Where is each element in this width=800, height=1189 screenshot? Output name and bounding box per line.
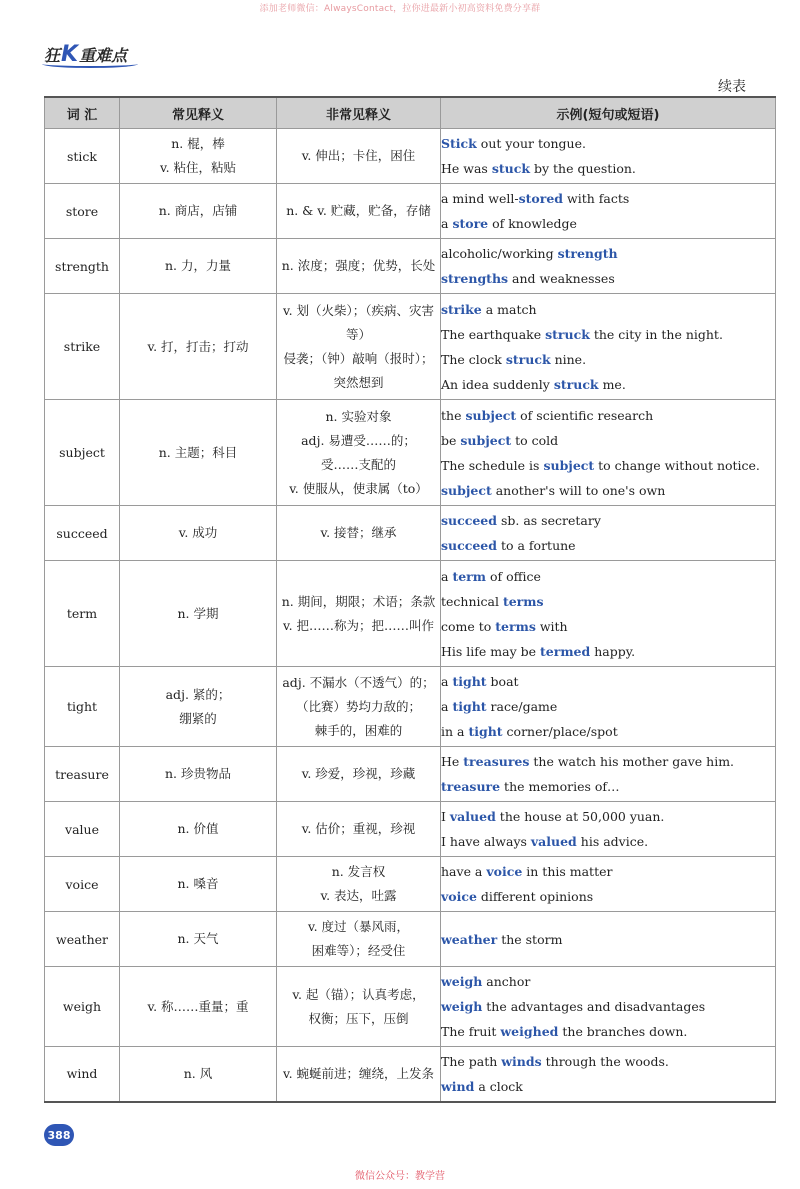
uncommon-meaning-line: n. 浓度；强度；优势，长处	[281, 258, 436, 273]
uncommon-meaning-line: 权衡；压下，压倒	[308, 1010, 409, 1026]
example-sentence	[441, 186, 775, 211]
examples-cell	[441, 239, 776, 294]
table-row	[45, 129, 776, 184]
keyword-highlight: strike	[441, 301, 482, 317]
common-meaning-cell	[120, 857, 277, 912]
example-sentence	[441, 372, 775, 397]
example-text: another's will to one's own	[491, 482, 666, 498]
table-row	[45, 506, 776, 561]
example-sentence	[441, 403, 775, 428]
example-sentence	[441, 614, 775, 639]
example-sentence	[441, 266, 775, 291]
example-sentence	[441, 508, 775, 533]
uncommon-meaning-cell	[277, 129, 441, 184]
common-meaning-line: n. 棍，棒	[171, 136, 225, 151]
example-text: corner/place/spot	[502, 724, 618, 739]
keyword-highlight: tight	[468, 724, 503, 739]
example-text: His life may be	[441, 643, 540, 659]
uncommon-meaning-line: v. 把……称为；把……叫作	[282, 617, 435, 633]
uncommon-meaning-line: （比赛）势均力敌的；	[295, 698, 421, 714]
common-meaning-line: v. 粘住，粘贴	[159, 160, 237, 175]
common-meaning-cell	[120, 967, 277, 1047]
examples-cell	[441, 747, 776, 802]
example-text: a	[441, 568, 453, 584]
keyword-highlight: weigh	[441, 999, 483, 1014]
uncommon-meaning-cell	[277, 967, 441, 1047]
example-text: different opinions	[476, 889, 594, 904]
uncommon-meaning-line: n. 实验对象	[325, 408, 392, 424]
example-sentence	[441, 994, 775, 1019]
common-meaning-line: v. 称……重量；重	[147, 998, 249, 1014]
uncommon-meaning-line: v. 珍爱，珍视，珍藏	[301, 766, 416, 781]
keyword-highlight: wind	[441, 1078, 475, 1094]
example-text: the advantages and disadvantages	[482, 999, 706, 1014]
table-row	[45, 967, 776, 1047]
keyword-highlight: treasure	[441, 779, 501, 794]
example-text: to cold	[511, 432, 559, 448]
table-row	[45, 561, 776, 667]
vocab-word: tight	[45, 667, 120, 747]
examples-cell	[441, 184, 776, 239]
example-text: of knowledge	[488, 216, 577, 231]
example-sentence	[441, 969, 775, 994]
example-sentence	[441, 211, 775, 236]
vocab-word: term	[45, 561, 120, 667]
keyword-highlight: succeed	[441, 538, 497, 553]
example-sentence	[441, 297, 775, 322]
example-sentence	[441, 428, 775, 453]
vocab-word: subject	[45, 400, 120, 506]
example-text: of office	[485, 568, 541, 584]
series-logo	[44, 42, 127, 66]
keyword-highlight: subject	[460, 432, 512, 448]
vocab-word: wind	[45, 1047, 120, 1102]
example-sentence	[441, 639, 775, 664]
example-text: with facts	[563, 191, 630, 206]
continued-label: 续表	[718, 79, 746, 95]
example-text: technical	[441, 593, 503, 609]
example-text: and weaknesses	[508, 271, 615, 286]
keyword-highlight: subject	[441, 482, 492, 498]
keyword-highlight: strengths	[441, 271, 509, 286]
common-meaning-line: n. 价值	[177, 821, 219, 836]
example-text: alcoholic/working	[441, 246, 558, 261]
page-number-badge: 388	[44, 1124, 74, 1146]
keyword-highlight: Stick	[441, 136, 477, 151]
example-text: to a fortune	[497, 538, 576, 553]
header-uncommon-meaning: 非常见释义	[277, 97, 441, 129]
uncommon-meaning-line: n. & v. 贮藏，贮备，存储	[286, 203, 431, 218]
example-text: a	[441, 216, 453, 231]
example-sentence	[441, 533, 775, 558]
uncommon-meaning-cell	[277, 802, 441, 857]
keyword-highlight: weighed	[500, 1024, 559, 1039]
keyword-highlight: struck	[545, 326, 590, 342]
example-text: the branches down.	[558, 1024, 688, 1039]
keyword-highlight: valued	[530, 834, 577, 849]
vocabulary-table	[44, 96, 776, 1103]
examples-cell	[441, 561, 776, 667]
vocab-word: strength	[45, 239, 120, 294]
table-row	[45, 1047, 776, 1102]
common-meaning-line: v. 成功	[178, 525, 218, 540]
table-row	[45, 747, 776, 802]
example-text: of scientific research	[516, 407, 654, 423]
common-meaning-cell	[120, 506, 277, 561]
uncommon-meaning-line: 棘手的，困难的	[314, 722, 403, 738]
example-text: out your tongue.	[476, 136, 586, 151]
example-text: the memories of…	[500, 779, 620, 794]
keyword-highlight: store	[452, 216, 489, 231]
uncommon-meaning-cell	[277, 667, 441, 747]
example-sentence	[441, 156, 775, 181]
examples-cell	[441, 1047, 776, 1102]
example-sentence	[441, 564, 775, 589]
examples-cell	[441, 294, 776, 400]
uncommon-meaning-line: 困难等）；经受住	[311, 943, 406, 958]
example-text: The clock	[441, 351, 506, 367]
example-sentence	[441, 131, 775, 156]
uncommon-meaning-line: v. 度过（暴风雨，	[307, 919, 410, 934]
keyword-highlight: tight	[452, 699, 487, 714]
example-sentence	[441, 669, 775, 694]
example-text: anchor	[482, 974, 531, 989]
example-sentence	[441, 453, 775, 478]
table-header-row	[45, 97, 776, 129]
common-meaning-cell	[120, 912, 277, 967]
common-meaning-cell	[120, 561, 277, 667]
common-meaning-line: n. 珍贵物品	[165, 766, 231, 781]
vocab-word: voice	[45, 857, 120, 912]
header-examples: 示例(短句或短语)	[441, 97, 776, 129]
vocab-word: value	[45, 802, 120, 857]
table-row	[45, 857, 776, 912]
uncommon-meaning-cell	[277, 506, 441, 561]
common-meaning-line: n. 天气	[177, 931, 219, 946]
uncommon-meaning-line: v. 起（锚）；认真考虑，	[292, 986, 425, 1002]
example-text: through the woods.	[541, 1053, 669, 1069]
keyword-highlight: subject	[543, 457, 595, 473]
examples-cell	[441, 129, 776, 184]
keyword-highlight: struck	[505, 351, 551, 367]
header-word: 词 汇	[45, 97, 120, 129]
example-sentence	[441, 719, 775, 744]
vocab-word: succeed	[45, 506, 120, 561]
example-sentence	[441, 749, 775, 774]
logo-text-part1: 狂	[44, 45, 61, 65]
keyword-highlight: terms	[502, 593, 544, 609]
common-meaning-cell	[120, 239, 277, 294]
table-row	[45, 239, 776, 294]
common-meaning-cell	[120, 667, 277, 747]
common-meaning-cell	[120, 802, 277, 857]
example-text: his advice.	[576, 834, 649, 849]
example-text: by the question.	[529, 161, 636, 176]
example-text: He was	[441, 161, 492, 176]
vocab-word: store	[45, 184, 120, 239]
example-sentence	[441, 804, 775, 829]
bottom-watermark: 微信公众号：教学营	[355, 1171, 445, 1182]
uncommon-meaning-cell	[277, 747, 441, 802]
examples-cell	[441, 912, 776, 967]
uncommon-meaning-line: n. 发言权	[331, 864, 386, 879]
common-meaning-line: n. 力，力量	[165, 258, 231, 273]
vocab-word: stick	[45, 129, 120, 184]
uncommon-meaning-line: v. 划（火柴）；（疾病、灾害等）	[282, 302, 435, 342]
uncommon-meaning-line: adj. 不漏水（不透气）的；	[282, 674, 435, 690]
keyword-highlight: tight	[452, 674, 487, 689]
example-text: the watch his mother gave him.	[529, 754, 735, 769]
keyword-highlight: valued	[449, 809, 496, 824]
uncommon-meaning-line: v. 估价；重视，珍视	[301, 821, 416, 836]
table-row	[45, 400, 776, 506]
keyword-highlight: stored	[518, 191, 564, 206]
example-text: with	[535, 618, 568, 634]
example-text: He	[441, 754, 464, 769]
uncommon-meaning-cell	[277, 400, 441, 506]
keyword-highlight: struck	[553, 376, 599, 392]
example-text: a match	[481, 301, 537, 317]
example-text: in a	[441, 724, 469, 739]
examples-cell	[441, 802, 776, 857]
keyword-highlight: termed	[540, 643, 591, 659]
common-meaning-cell	[120, 400, 277, 506]
example-sentence	[441, 1019, 775, 1044]
example-text: nine.	[550, 351, 587, 367]
examples-cell	[441, 400, 776, 506]
common-meaning-line: adj. 紧的；	[165, 686, 231, 702]
uncommon-meaning-cell	[277, 857, 441, 912]
uncommon-meaning-line: v. 使服从，使隶属（to）	[289, 480, 428, 496]
uncommon-meaning-line: v. 伸出；卡住，困住	[301, 148, 416, 163]
example-text: The earthquake	[441, 326, 546, 342]
example-sentence	[441, 347, 775, 372]
example-text: the	[441, 407, 466, 423]
example-sentence	[441, 694, 775, 719]
vocab-word: strike	[45, 294, 120, 400]
logo-text-part2: 重难点	[79, 45, 128, 65]
example-text: The fruit	[441, 1024, 501, 1039]
keyword-highlight: voice	[486, 864, 523, 879]
example-sentence	[441, 478, 775, 503]
uncommon-meaning-cell	[277, 184, 441, 239]
keyword-highlight: stuck	[491, 161, 530, 176]
examples-cell	[441, 667, 776, 747]
uncommon-meaning-line: 突然想到	[333, 374, 384, 390]
example-text: boat	[486, 674, 519, 689]
example-sentence	[441, 241, 775, 266]
uncommon-meaning-line: 受……支配的	[320, 456, 396, 472]
vocab-word: weigh	[45, 967, 120, 1047]
common-meaning-cell	[120, 1047, 277, 1102]
uncommon-meaning-line: v. 蜿蜒前进；缠绕，上发条	[282, 1065, 435, 1081]
uncommon-meaning-cell	[277, 239, 441, 294]
table-row	[45, 802, 776, 857]
example-text: The path	[441, 1053, 502, 1069]
example-text: a mind well-	[441, 191, 519, 206]
example-text: the city in the night.	[589, 326, 723, 342]
vocab-word: weather	[45, 912, 120, 967]
keyword-highlight: strength	[557, 246, 618, 261]
keyword-highlight: weigh	[441, 974, 483, 989]
example-sentence	[441, 927, 775, 952]
example-text: the house at 50,000 yuan.	[495, 809, 665, 824]
example-text: I	[441, 809, 450, 824]
common-meaning-cell	[120, 747, 277, 802]
keyword-highlight: voice	[441, 889, 477, 904]
example-sentence	[441, 859, 775, 884]
example-sentence	[441, 1049, 775, 1074]
common-meaning-line: n. 嗓音	[177, 876, 219, 891]
example-sentence	[441, 1074, 775, 1099]
example-text: race/game	[486, 699, 558, 714]
common-meaning-cell	[120, 294, 277, 400]
uncommon-meaning-cell	[277, 1047, 441, 1102]
table-row	[45, 667, 776, 747]
common-meaning-cell	[120, 184, 277, 239]
example-sentence	[441, 589, 775, 614]
example-text: be	[441, 432, 461, 448]
top-watermark: 添加老师微信：AlwaysContact，拉你进最新小初高资料免费分享群	[259, 4, 541, 14]
example-text: the storm	[497, 931, 563, 947]
uncommon-meaning-line: n. 期间，期限；术语；条款	[281, 593, 436, 609]
example-text: in this matter	[522, 864, 613, 879]
common-meaning-line: n. 商店，店铺	[158, 203, 238, 218]
common-meaning-cell	[120, 129, 277, 184]
vocab-word: treasure	[45, 747, 120, 802]
logo-k-letter: K	[61, 41, 79, 67]
example-text: a clock	[474, 1078, 523, 1094]
example-text: The schedule is	[441, 457, 544, 473]
uncommon-meaning-cell	[277, 561, 441, 667]
examples-cell	[441, 857, 776, 912]
keyword-highlight: subject	[465, 407, 517, 423]
example-sentence	[441, 829, 775, 854]
uncommon-meaning-line: adj. 易遭受……的；	[301, 432, 416, 448]
example-sentence	[441, 322, 775, 347]
example-text: a	[441, 674, 453, 689]
uncommon-meaning-cell	[277, 912, 441, 967]
example-text: I have always	[441, 834, 531, 849]
keyword-highlight: weather	[441, 931, 498, 947]
common-meaning-line: 绷紧的	[179, 710, 217, 726]
example-text: come to	[441, 618, 496, 634]
keyword-highlight: terms	[495, 618, 536, 634]
uncommon-meaning-line: v. 表达，吐露	[320, 888, 397, 903]
keyword-highlight: winds	[501, 1053, 542, 1069]
table-row	[45, 294, 776, 400]
example-text: a	[441, 699, 453, 714]
common-meaning-line: n. 风	[183, 1065, 213, 1081]
table-row	[45, 184, 776, 239]
keyword-highlight: succeed	[441, 513, 497, 528]
common-meaning-line: v. 打，打击；打动	[147, 338, 249, 354]
example-text: sb. as secretary	[497, 513, 601, 528]
uncommon-meaning-line: v. 接替；继承	[320, 525, 397, 540]
example-text: happy.	[590, 643, 636, 659]
keyword-highlight: term	[452, 568, 486, 584]
example-text: to change without notice.	[594, 457, 760, 473]
common-meaning-line: n. 学期	[177, 605, 219, 621]
example-text: have a	[441, 864, 487, 879]
keyword-highlight: treasures	[463, 754, 530, 769]
table-body	[45, 129, 776, 1102]
example-sentence	[441, 774, 775, 799]
uncommon-meaning-line: 侵袭；（钟）敲响（报时）；	[283, 350, 434, 366]
example-text: me.	[598, 376, 626, 392]
logo-swoosh-icon	[42, 60, 138, 68]
example-text: An idea suddenly	[441, 376, 554, 392]
examples-cell	[441, 506, 776, 561]
examples-cell	[441, 967, 776, 1047]
header-common-meaning: 常见释义	[120, 97, 277, 129]
table-row	[45, 912, 776, 967]
uncommon-meaning-cell	[277, 294, 441, 400]
common-meaning-line: n. 主题；科目	[158, 444, 238, 460]
example-sentence	[441, 884, 775, 909]
